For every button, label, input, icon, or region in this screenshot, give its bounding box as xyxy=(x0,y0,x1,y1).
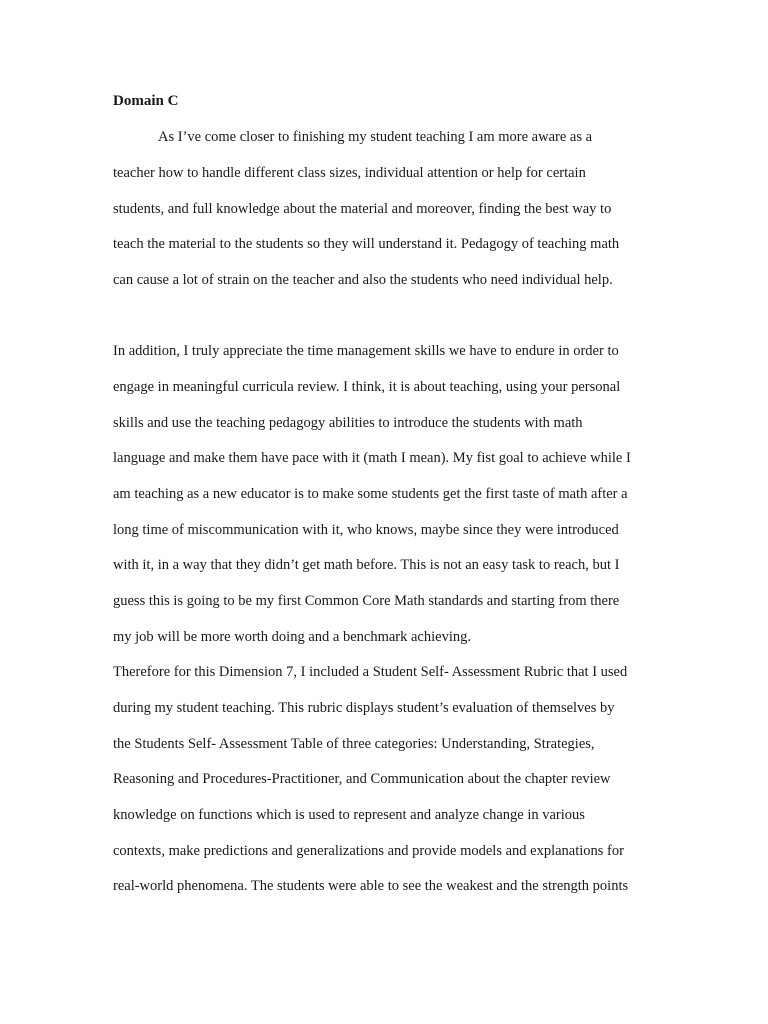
text-line: In addition, I truly appreciate the time management skills we have to endure in order to xyxy=(113,343,619,359)
text-line: language and make them have pace with it (math I mean). My fist goal to achieve while I xyxy=(113,450,631,466)
text-line: contexts, make predictions and generalizations and provide models and explanations for xyxy=(113,843,624,859)
text-line: skills and use the teaching pedagogy abilities to introduce the students with math xyxy=(113,415,583,431)
text-line: long time of miscommunication with it, who knows, maybe since they were introduced xyxy=(113,522,619,538)
text-line: guess this is going to be my first Common Core Math standards and starting from there xyxy=(113,593,620,609)
text-line: teach the material to the students so they will understand it. Pedagogy of teaching math xyxy=(113,236,620,252)
text-line: can cause a lot of strain on the teacher and also the students who need individual help. xyxy=(113,272,613,288)
text-line: students, and full knowledge about the material and moreover, finding the best way to xyxy=(113,201,612,217)
text-line: real-world phenomena. The students were able to see the weakest and the strength points xyxy=(113,878,629,894)
text-line: Reasoning and Procedures-Practitioner, and Communication about the chapter review xyxy=(113,771,611,787)
text-line: Therefore for this Dimension 7, I included a Student Self- Assessment Rubric that I used xyxy=(113,664,628,680)
text-line: As I’ve come closer to finishing my student teaching I am more aware as a xyxy=(158,129,593,145)
text-line: teacher how to handle different class sizes, individual attention or help for certain xyxy=(113,165,586,181)
text-line: during my student teaching. This rubric displays student’s evaluation of themselves by xyxy=(113,700,615,716)
text-line: knowledge on functions which is used to represent and analyze change in various xyxy=(113,807,585,823)
text-line: my job will be more worth doing and a benchmark achieving. xyxy=(113,629,471,645)
text-line: with it, in a way that they didn’t get math before. This is not an easy task to reach, but I xyxy=(113,557,620,573)
page-heading: Domain C xyxy=(113,93,179,109)
text-line: engage in meaningful curricula review. I think, it is about teaching, using your personal xyxy=(113,379,621,395)
text-line: am teaching as a new educator is to make some students get the first taste of math after a xyxy=(113,486,628,502)
text-line: the Students Self- Assessment Table of three categories: Understanding, Strategies, xyxy=(113,736,595,752)
